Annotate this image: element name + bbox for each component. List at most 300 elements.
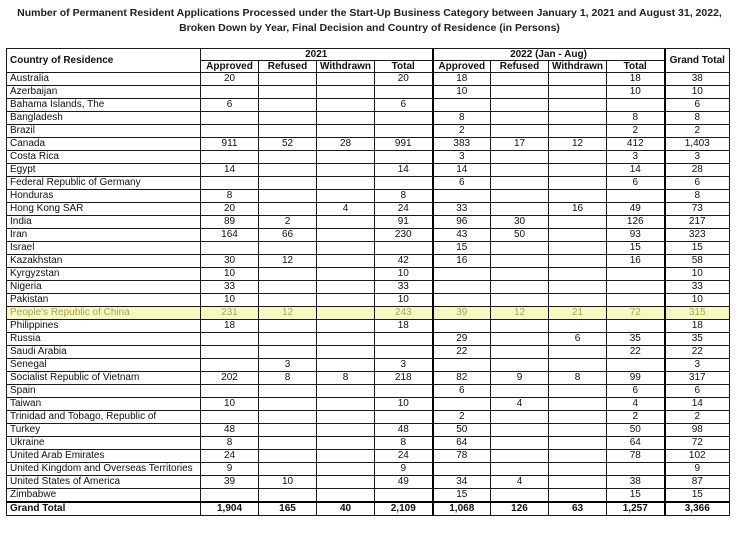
cell-country: Socialist Republic of Vietnam: [7, 372, 201, 385]
cell-approved-2022: 82: [433, 372, 491, 385]
cell-approved-2021: [201, 125, 259, 138]
cell-total-2022: [607, 320, 665, 333]
cell-withdrawn-2022: [549, 489, 607, 503]
table-title: [0, 6, 739, 36]
cell-approved-2021: 18: [201, 320, 259, 333]
cell-withdrawn-2021: [317, 242, 375, 255]
cell-refused-2021: [259, 73, 317, 86]
cell-total-2022: 99: [607, 372, 665, 385]
cell-total-2021: 42: [375, 255, 433, 268]
cell-total-2021: [375, 489, 433, 503]
header-year-2021: 2021: [201, 49, 433, 61]
table-row: [7, 372, 730, 385]
cell-refused-2022: [491, 450, 549, 463]
cell-withdrawn-2021: [317, 450, 375, 463]
cell-grand-total: 8: [665, 190, 730, 203]
cell-refused-2021: 2: [259, 216, 317, 229]
cell-approved-2022: 33: [433, 203, 491, 216]
cell-total-2021: 9: [375, 463, 433, 476]
cell-total-2022: 50: [607, 424, 665, 437]
table-row: [7, 99, 730, 112]
cell-approved-2021: 10: [201, 268, 259, 281]
cell-grand-total: 10: [665, 86, 730, 99]
cell-total-2021: [375, 242, 433, 255]
cell-withdrawn-2022: [549, 73, 607, 86]
cell-total-2021: 24: [375, 450, 433, 463]
cell-country: Honduras: [7, 190, 201, 203]
cell-withdrawn-2022: [549, 112, 607, 125]
cell-total-2022: 1,257: [607, 502, 665, 516]
cell-total-2021: 10: [375, 268, 433, 281]
cell-total-2021: [375, 333, 433, 346]
cell-withdrawn-2022: 8: [549, 372, 607, 385]
cell-approved-2021: 231: [201, 307, 259, 320]
cell-country: United Kingdom and Overseas Territories: [7, 463, 201, 476]
cell-refused-2021: [259, 281, 317, 294]
cell-approved-2021: 89: [201, 216, 259, 229]
cell-withdrawn-2021: [317, 164, 375, 177]
table-row: [7, 138, 730, 151]
cell-total-2021: [375, 151, 433, 164]
cell-country: Kyrgyzstan: [7, 268, 201, 281]
cell-withdrawn-2021: [317, 99, 375, 112]
cell-grand-total: 6: [665, 99, 730, 112]
cell-total-2022: 3: [607, 151, 665, 164]
cell-refused-2022: 9: [491, 372, 549, 385]
cell-total-2021: 33: [375, 281, 433, 294]
cell-approved-2022: 1,068: [433, 502, 491, 516]
cell-refused-2022: [491, 463, 549, 476]
cell-withdrawn-2021: [317, 385, 375, 398]
table-row: [7, 151, 730, 164]
cell-withdrawn-2021: [317, 333, 375, 346]
cell-total-2022: 15: [607, 489, 665, 503]
cell-withdrawn-2022: [549, 437, 607, 450]
cell-total-2021: 24: [375, 203, 433, 216]
cell-grand-total: 1,403: [665, 138, 730, 151]
table-row: [7, 242, 730, 255]
cell-withdrawn-2022: 12: [549, 138, 607, 151]
cell-withdrawn-2022: [549, 99, 607, 112]
cell-approved-2021: 20: [201, 203, 259, 216]
cell-grand-total: 15: [665, 489, 730, 503]
cell-total-2022: 6: [607, 385, 665, 398]
cell-refused-2021: [259, 398, 317, 411]
cell-total-2022: [607, 99, 665, 112]
cell-total-2022: 22: [607, 346, 665, 359]
cell-refused-2022: [491, 86, 549, 99]
cell-country: Iran: [7, 229, 201, 242]
cell-grand-total: 15: [665, 242, 730, 255]
cell-approved-2021: 14: [201, 164, 259, 177]
table-row: [7, 346, 730, 359]
cell-withdrawn-2021: [317, 86, 375, 99]
cell-refused-2022: [491, 125, 549, 138]
cell-total-2022: 18: [607, 73, 665, 86]
cell-country: Senegal: [7, 359, 201, 372]
cell-country: Russia: [7, 333, 201, 346]
cell-refused-2022: [491, 385, 549, 398]
cell-withdrawn-2021: [317, 151, 375, 164]
cell-refused-2021: [259, 112, 317, 125]
cell-withdrawn-2021: [317, 359, 375, 372]
cell-approved-2022: [433, 268, 491, 281]
cell-refused-2021: [259, 450, 317, 463]
cell-approved-2021: [201, 411, 259, 424]
table-row: [7, 73, 730, 86]
cell-approved-2021: 30: [201, 255, 259, 268]
cell-total-2021: [375, 177, 433, 190]
cell-country: India: [7, 216, 201, 229]
cell-withdrawn-2022: [549, 268, 607, 281]
table-row: [7, 190, 730, 203]
cell-refused-2021: [259, 242, 317, 255]
cell-refused-2022: 12: [491, 307, 549, 320]
cell-approved-2021: 10: [201, 398, 259, 411]
cell-total-2022: 35: [607, 333, 665, 346]
cell-refused-2021: [259, 294, 317, 307]
cell-approved-2021: 164: [201, 229, 259, 242]
cell-total-2021: [375, 86, 433, 99]
header-refused-2022: Refused: [491, 61, 549, 73]
cell-withdrawn-2021: [317, 112, 375, 125]
cell-total-2021: [375, 346, 433, 359]
cell-refused-2021: 165: [259, 502, 317, 516]
cell-approved-2022: 16: [433, 255, 491, 268]
cell-grand-total: 10: [665, 294, 730, 307]
cell-withdrawn-2022: [549, 320, 607, 333]
cell-grand-total: 6: [665, 385, 730, 398]
cell-total-2022: 38: [607, 476, 665, 489]
cell-approved-2021: 24: [201, 450, 259, 463]
cell-withdrawn-2022: [549, 385, 607, 398]
cell-withdrawn-2022: [549, 229, 607, 242]
cell-total-2022: 64: [607, 437, 665, 450]
cell-approved-2021: [201, 112, 259, 125]
cell-total-2022: [607, 268, 665, 281]
cell-country: United States of America: [7, 476, 201, 489]
cell-refused-2022: [491, 203, 549, 216]
cell-withdrawn-2022: [549, 86, 607, 99]
cell-refused-2022: [491, 346, 549, 359]
cell-refused-2021: [259, 164, 317, 177]
cell-total-2021: [375, 125, 433, 138]
cell-refused-2022: [491, 112, 549, 125]
cell-approved-2022: 6: [433, 177, 491, 190]
cell-approved-2021: 9: [201, 463, 259, 476]
cell-withdrawn-2021: [317, 125, 375, 138]
header-approved-2021: Approved: [201, 61, 259, 73]
cell-withdrawn-2022: [549, 359, 607, 372]
cell-grand-total: 217: [665, 216, 730, 229]
cell-refused-2022: [491, 411, 549, 424]
cell-total-2021: 3: [375, 359, 433, 372]
cell-total-2022: [607, 190, 665, 203]
cell-approved-2022: [433, 463, 491, 476]
cell-refused-2022: [491, 333, 549, 346]
cell-country: Australia: [7, 73, 201, 86]
cell-refused-2021: [259, 385, 317, 398]
cell-approved-2021: [201, 489, 259, 503]
cell-approved-2021: 911: [201, 138, 259, 151]
cell-refused-2022: [491, 359, 549, 372]
cell-approved-2022: [433, 294, 491, 307]
cell-grand-total: 73: [665, 203, 730, 216]
cell-country: Hong Kong SAR: [7, 203, 201, 216]
cell-refused-2022: [491, 242, 549, 255]
cell-withdrawn-2021: [317, 294, 375, 307]
cell-withdrawn-2021: [317, 216, 375, 229]
cell-refused-2022: 30: [491, 216, 549, 229]
cell-withdrawn-2022: [549, 411, 607, 424]
cell-refused-2021: [259, 411, 317, 424]
cell-grand-total: 14: [665, 398, 730, 411]
cell-withdrawn-2022: [549, 346, 607, 359]
cell-approved-2022: 50: [433, 424, 491, 437]
cell-refused-2022: [491, 255, 549, 268]
cell-total-2021: 2,109: [375, 502, 433, 516]
cell-withdrawn-2022: [549, 151, 607, 164]
cell-withdrawn-2022: [549, 450, 607, 463]
cell-withdrawn-2021: [317, 281, 375, 294]
cell-total-2022: 4: [607, 398, 665, 411]
cell-approved-2022: [433, 359, 491, 372]
cell-approved-2022: 15: [433, 489, 491, 503]
cell-country: Federal Republic of Germany: [7, 177, 201, 190]
cell-withdrawn-2022: 16: [549, 203, 607, 216]
table-row: [7, 320, 730, 333]
cell-refused-2022: [491, 281, 549, 294]
cell-refused-2022: [491, 73, 549, 86]
cell-refused-2022: [491, 190, 549, 203]
cell-approved-2021: [201, 242, 259, 255]
table-row: [7, 164, 730, 177]
cell-withdrawn-2022: [549, 463, 607, 476]
header-withdrawn-2022: Withdrawn: [549, 61, 607, 73]
header-total-2022: Total: [607, 61, 665, 73]
cell-withdrawn-2021: [317, 437, 375, 450]
cell-country: Bangladesh: [7, 112, 201, 125]
cell-withdrawn-2022: [549, 476, 607, 489]
cell-approved-2021: 33: [201, 281, 259, 294]
cell-total-2021: 10: [375, 398, 433, 411]
cell-approved-2022: [433, 281, 491, 294]
cell-withdrawn-2021: [317, 229, 375, 242]
cell-approved-2022: 2: [433, 125, 491, 138]
cell-total-2021: 49: [375, 476, 433, 489]
header-total-2021: Total: [375, 61, 433, 73]
cell-refused-2021: 12: [259, 255, 317, 268]
cell-grand-total: 3,366: [665, 502, 730, 516]
cell-total-2022: 2: [607, 125, 665, 138]
cell-approved-2021: 48: [201, 424, 259, 437]
cell-total-2021: 230: [375, 229, 433, 242]
cell-grand-total: 18: [665, 320, 730, 333]
cell-total-2021: [375, 112, 433, 125]
cell-approved-2022: 29: [433, 333, 491, 346]
header-grand-total: Grand Total: [665, 49, 730, 73]
cell-country: United Arab Emirates: [7, 450, 201, 463]
cell-approved-2021: [201, 385, 259, 398]
cell-approved-2021: 8: [201, 190, 259, 203]
cell-withdrawn-2021: [317, 424, 375, 437]
cell-grand-total: 33: [665, 281, 730, 294]
cell-withdrawn-2021: 4: [317, 203, 375, 216]
table-row: [7, 112, 730, 125]
cell-refused-2022: [491, 99, 549, 112]
cell-refused-2021: 52: [259, 138, 317, 151]
cell-withdrawn-2021: [317, 346, 375, 359]
table-row: [7, 385, 730, 398]
cell-grand-total: 35: [665, 333, 730, 346]
cell-approved-2022: 8: [433, 112, 491, 125]
cell-approved-2021: [201, 333, 259, 346]
cell-approved-2022: 6: [433, 385, 491, 398]
cell-total-2022: 16: [607, 255, 665, 268]
cell-refused-2022: [491, 294, 549, 307]
cell-approved-2021: [201, 346, 259, 359]
cell-refused-2021: [259, 268, 317, 281]
cell-total-2022: [607, 281, 665, 294]
cell-approved-2021: 8: [201, 437, 259, 450]
cell-refused-2022: [491, 268, 549, 281]
cell-total-2022: 49: [607, 203, 665, 216]
cell-refused-2021: [259, 424, 317, 437]
cell-refused-2021: [259, 320, 317, 333]
cell-country: People's Republic of China: [7, 307, 201, 320]
cell-refused-2022: [491, 489, 549, 503]
title-line-2: Broken Down by Year, Final Decision and Country of Residence (in Persons): [179, 22, 560, 34]
cell-country: Israel: [7, 242, 201, 255]
cell-grand-total: 38: [665, 73, 730, 86]
cell-approved-2022: 383: [433, 138, 491, 151]
table-row: [7, 268, 730, 281]
table-row: [7, 489, 730, 503]
cell-withdrawn-2021: [317, 177, 375, 190]
applications-table: [6, 48, 730, 516]
cell-total-2022: 14: [607, 164, 665, 177]
cell-approved-2022: 34: [433, 476, 491, 489]
cell-withdrawn-2021: 28: [317, 138, 375, 151]
cell-grand-total: 72: [665, 437, 730, 450]
cell-total-2021: 218: [375, 372, 433, 385]
cell-refused-2021: [259, 86, 317, 99]
cell-withdrawn-2021: [317, 476, 375, 489]
cell-withdrawn-2022: [549, 398, 607, 411]
cell-withdrawn-2021: [317, 398, 375, 411]
table-row: [7, 255, 730, 268]
cell-refused-2022: [491, 437, 549, 450]
cell-approved-2022: 15: [433, 242, 491, 255]
cell-grand-total: 2: [665, 125, 730, 138]
cell-refused-2021: [259, 489, 317, 503]
cell-approved-2022: 2: [433, 411, 491, 424]
table-body: [7, 73, 730, 516]
table-row: [7, 424, 730, 437]
table-row: [7, 411, 730, 424]
table-row: [7, 359, 730, 372]
cell-approved-2022: 14: [433, 164, 491, 177]
cell-approved-2022: 10: [433, 86, 491, 99]
cell-total-2021: [375, 411, 433, 424]
cell-refused-2021: [259, 437, 317, 450]
cell-refused-2021: 12: [259, 307, 317, 320]
cell-withdrawn-2021: [317, 411, 375, 424]
cell-withdrawn-2021: [317, 190, 375, 203]
cell-withdrawn-2022: [549, 242, 607, 255]
cell-country: Grand Total: [7, 502, 201, 516]
table-row: [7, 86, 730, 99]
cell-total-2021: 991: [375, 138, 433, 151]
cell-approved-2022: 3: [433, 151, 491, 164]
cell-withdrawn-2022: [549, 216, 607, 229]
cell-grand-total: 87: [665, 476, 730, 489]
cell-total-2021: 14: [375, 164, 433, 177]
cell-approved-2022: 39: [433, 307, 491, 320]
table-row: [7, 294, 730, 307]
cell-country: Kazakhstan: [7, 255, 201, 268]
cell-refused-2021: 8: [259, 372, 317, 385]
cell-withdrawn-2021: [317, 307, 375, 320]
cell-total-2022: 6: [607, 177, 665, 190]
cell-total-2022: 10: [607, 86, 665, 99]
header-approved-2022: Approved: [433, 61, 491, 73]
cell-refused-2022: 4: [491, 398, 549, 411]
cell-total-2021: 8: [375, 437, 433, 450]
cell-total-2022: [607, 294, 665, 307]
cell-grand-total: 58: [665, 255, 730, 268]
cell-withdrawn-2022: 6: [549, 333, 607, 346]
cell-withdrawn-2022: [549, 177, 607, 190]
cell-approved-2022: [433, 99, 491, 112]
table-row: [7, 281, 730, 294]
cell-refused-2022: [491, 177, 549, 190]
cell-refused-2022: [491, 151, 549, 164]
cell-total-2021: 6: [375, 99, 433, 112]
cell-refused-2021: [259, 190, 317, 203]
cell-withdrawn-2021: [317, 489, 375, 503]
grand-total-row: [7, 502, 730, 516]
cell-refused-2022: 126: [491, 502, 549, 516]
table-row: [7, 476, 730, 489]
cell-total-2021: 18: [375, 320, 433, 333]
cell-country: Taiwan: [7, 398, 201, 411]
cell-country: Ukraine: [7, 437, 201, 450]
cell-approved-2021: 20: [201, 73, 259, 86]
cell-withdrawn-2021: [317, 73, 375, 86]
cell-grand-total: 315: [665, 307, 730, 320]
cell-approved-2021: 1,904: [201, 502, 259, 516]
cell-total-2021: 8: [375, 190, 433, 203]
cell-approved-2022: [433, 190, 491, 203]
header-country: Country of Residence: [7, 49, 201, 73]
cell-refused-2022: [491, 424, 549, 437]
cell-refused-2021: [259, 151, 317, 164]
cell-approved-2021: [201, 177, 259, 190]
cell-approved-2021: [201, 86, 259, 99]
cell-country: Saudi Arabia: [7, 346, 201, 359]
cell-country: Zimbabwe: [7, 489, 201, 503]
title-line-1: Number of Permanent Resident Applications Processed under the Start-Up Business Category between January 1, 2021 and August 31, 2022,: [17, 7, 722, 19]
table-row: [7, 125, 730, 138]
cell-total-2021: 20: [375, 73, 433, 86]
cell-country: Costa Rica: [7, 151, 201, 164]
cell-approved-2022: 96: [433, 216, 491, 229]
cell-total-2022: 412: [607, 138, 665, 151]
cell-withdrawn-2022: [549, 190, 607, 203]
cell-country: Philippines: [7, 320, 201, 333]
table-row: [7, 463, 730, 476]
